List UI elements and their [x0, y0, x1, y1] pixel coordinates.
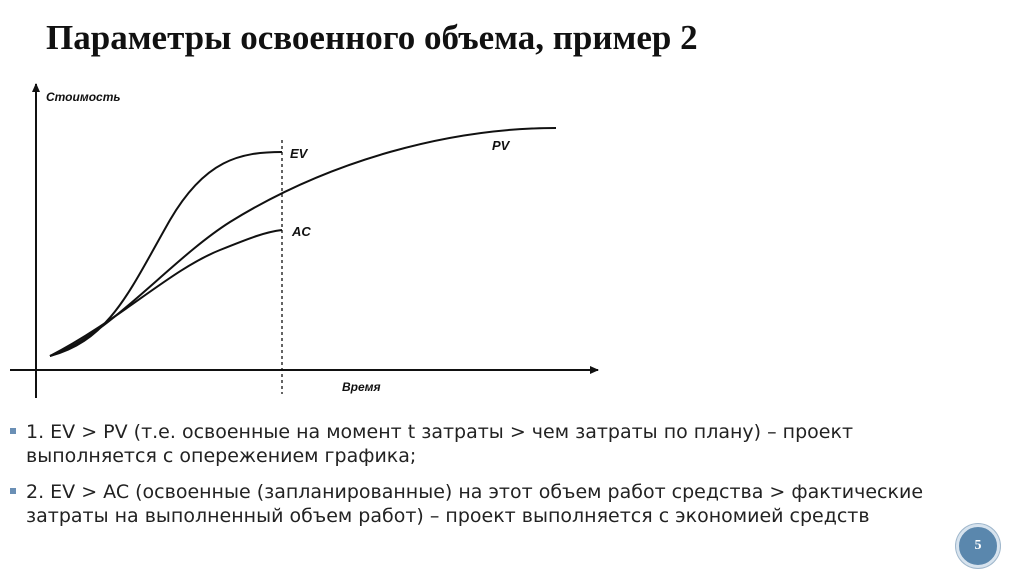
- bullet-item: [10, 420, 950, 468]
- slide-title: Параметры освоенного объема, пример 2: [46, 18, 698, 57]
- bullet-text: 1. EV > PV (т.е. освоенные на момент t затраты > чем затраты по плану) – проект выполняется с опережением графика;: [26, 421, 854, 467]
- square-bullet-icon: [10, 488, 16, 494]
- bullet-item: [10, 480, 950, 528]
- ac-curve: [50, 230, 282, 356]
- x-axis-label: Время: [342, 380, 381, 394]
- pv-curve: [50, 128, 556, 356]
- ac-label: AC: [292, 224, 311, 239]
- y-axis-label: Стоимость: [46, 90, 121, 104]
- ev-label: EV: [290, 146, 308, 161]
- page-number-badge: 5: [956, 524, 1000, 568]
- ev-curve: [50, 152, 282, 356]
- bullet-list: [10, 420, 950, 540]
- bullet-text: 2. EV > AC (освоенные (запланированные) на этот объем работ средства > фактические затраты на выполненный объем работ) – проект выполняется с экономией средств: [26, 481, 924, 527]
- square-bullet-icon: [10, 428, 16, 434]
- pv-label: PV: [492, 138, 510, 153]
- earned-value-diagram: [0, 70, 620, 400]
